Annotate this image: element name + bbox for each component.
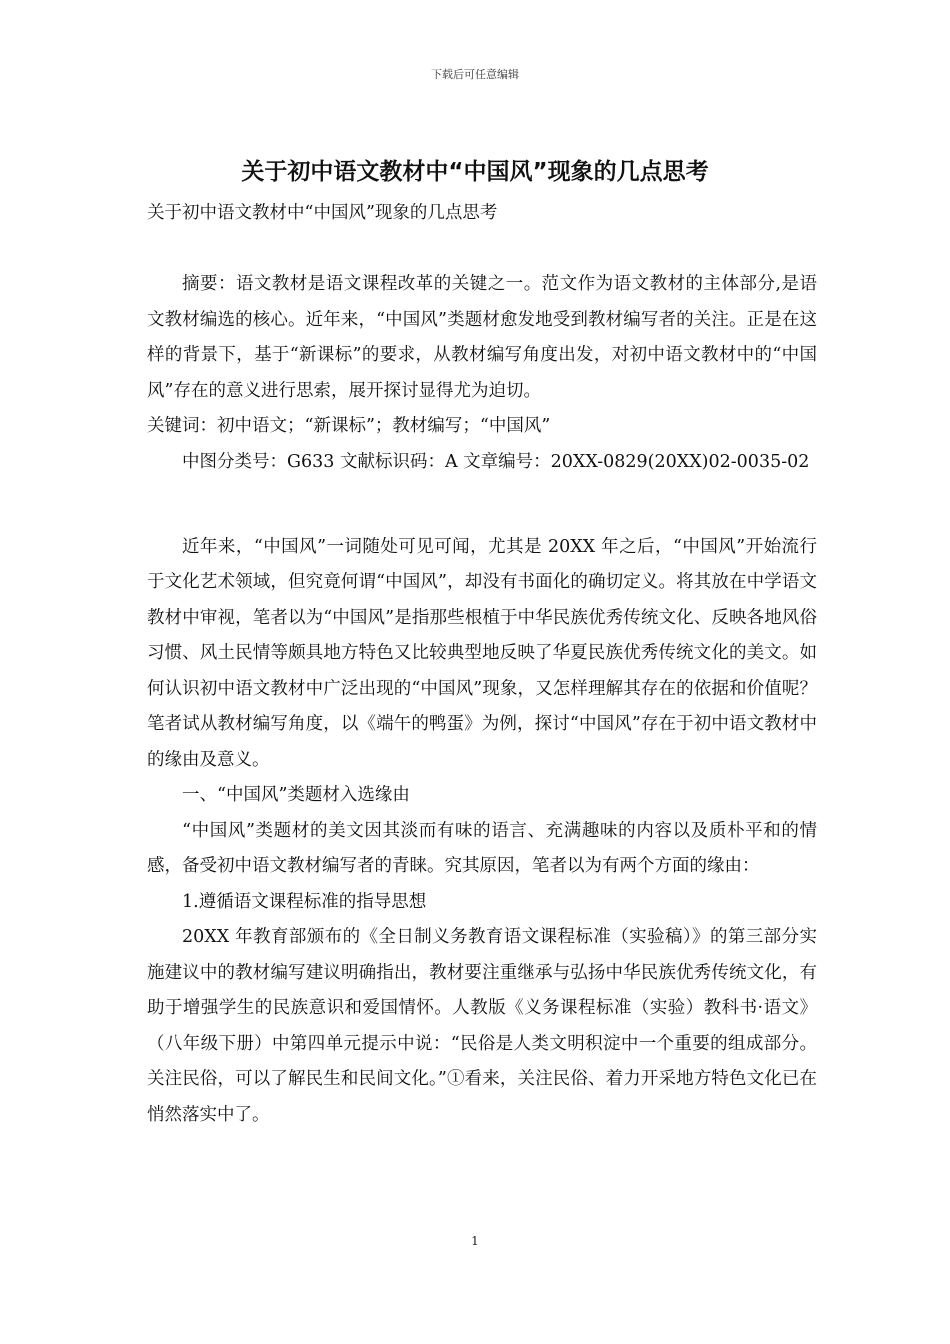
classification-line: 中图分类号：G633 文献标识码：A 文章编号：20XX-0829(20XX)02-0035-02 xyxy=(182,451,810,472)
subsection-paragraph: 20XX 年教育部颁布的《全日制义务教育语文课程标准（实验稿）》的第三部分实施建议中的教材编写建议明确指出，教材要注重继承与弘扬中华民族优秀传统文化，有助于增强学生的民族意识和爱国情怀。人教版《义务课程标准（实验）教科书·语文》（八年级下册）中第四单元提示中说：“民俗是人类文明积淀中一个重要的组成部分。关注民俗，可以了解民生和民间文化。”①看来，关注民俗、着力开采地方特色文化已在悄然落实中了。 xyxy=(147,927,817,1125)
abstract-paragraph: 摘要：语文教材是语文课程改革的关键之一。范文作为语文教材的主体部分,是语文教材编选的核心。近年来，“中国风”类题材愈发地受到教材编写者的关注。正是在这样的背景下，基于“新课标”的要求，从教材编写角度出发，对初中语文教材中的“中国风”存在的意义进行思索，展开探讨显得尤为迫切。 xyxy=(147,274,817,401)
blank-line xyxy=(147,480,817,516)
blank-line xyxy=(147,232,817,268)
document-subtitle: 关于初中语文教材中“中国风”现象的几点思考 xyxy=(147,203,498,223)
keywords-line: 关键词：初中语文；“新课标”；教材编写；“中国风” xyxy=(147,416,551,436)
document-title: 关于初中语文教材中“中国风”现象的几点思考 xyxy=(241,159,709,185)
section-paragraph: “中国风”类题材的美文因其淡而有味的语言、充满趣味的内容以及质朴平和的情感，备受初中语文教材编写者的青睐。究其原因，笔者以为有两个方面的缘由： xyxy=(147,820,817,876)
page-number: 1 xyxy=(471,1234,479,1248)
section-heading: 一、“中国风”类题材入选缘由 xyxy=(182,785,410,805)
spacer xyxy=(147,516,817,530)
subsection-heading: 1.遵循语文课程标准的指导思想 xyxy=(182,891,427,912)
document-body xyxy=(147,196,817,1133)
intro-paragraph: 近年来，“中国风”一词随处可见可闻，尤其是 20XX 年之后，“中国风”开始流行于文化艺术领域，但究竟何谓“中国风”，却没有书面化的确切定义。将其放在中学语文教材中审视，笔者以为“中国风”是指那些根植于中华民族优秀传统文化、反映各地风俗习惯、风土民情等颇具地方特色又比较典型地反映了华夏民族优秀传统文化的美文。如何认识初中语文教材中广泛出现的“中国风”现象，又怎样理解其存在的依据和价值呢？笔者试从教材编写角度，以《端午的鸭蛋》为例，探讨“中国风”存在于初中语文教材中的缘由及意义。 xyxy=(147,536,817,770)
header-note: 下载后可任意编辑 xyxy=(431,68,519,81)
